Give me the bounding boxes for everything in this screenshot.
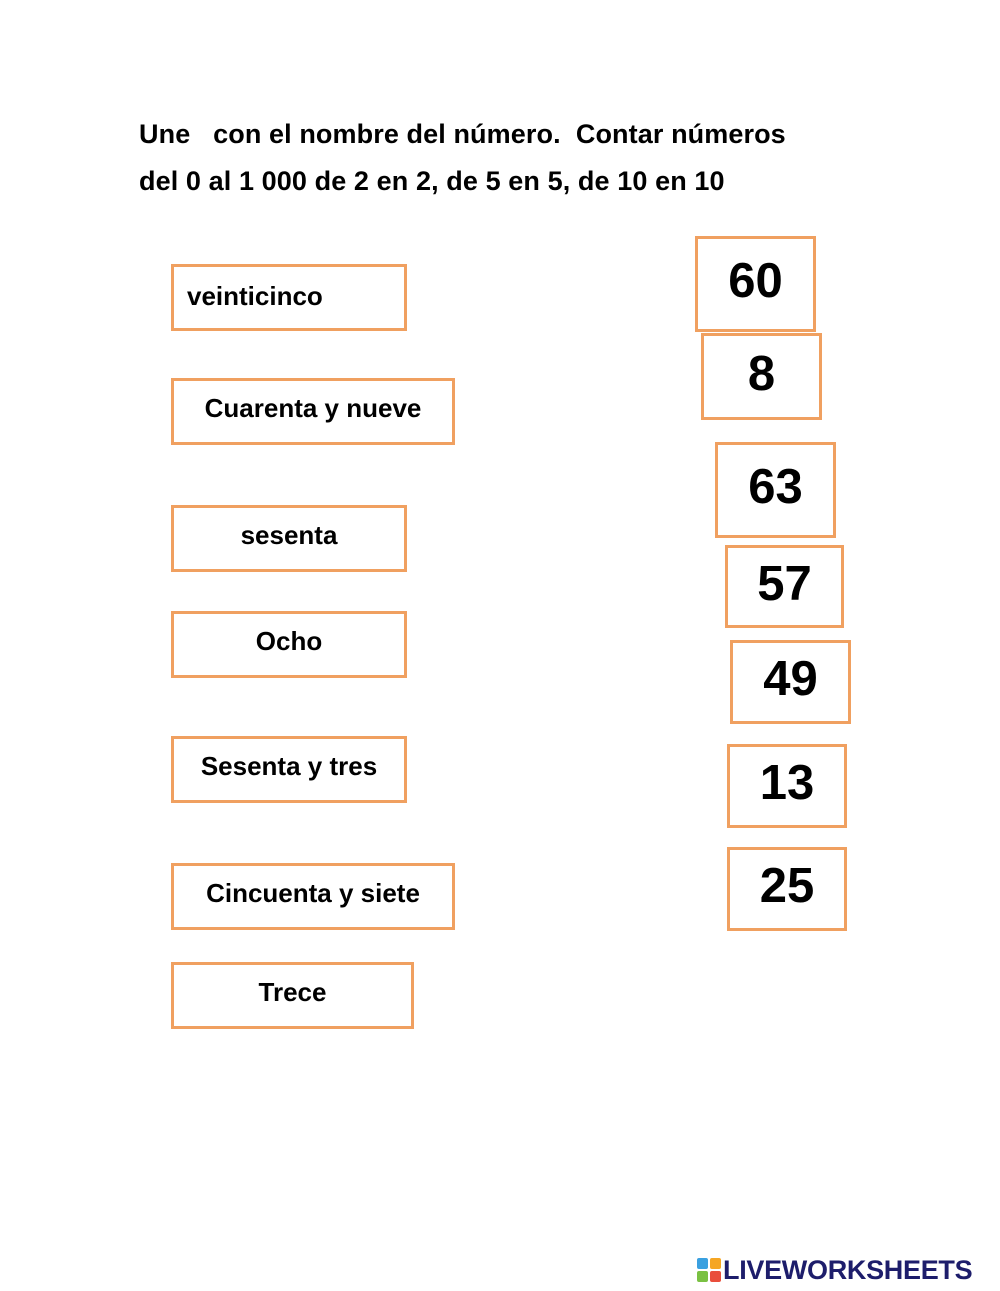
logo-tile-icon <box>697 1258 708 1269</box>
logo-tile-icon <box>697 1271 708 1282</box>
word-box[interactable]: Ocho <box>171 611 407 678</box>
liveworksheets-logo[interactable] <box>697 1256 972 1284</box>
number-box[interactable]: 63 <box>715 442 836 538</box>
instructions-line-1: Une con el nombre del número. Contar números <box>139 119 786 149</box>
word-box[interactable]: veinticinco <box>171 264 407 331</box>
word-box[interactable]: Trece <box>171 962 414 1029</box>
logo-grid-icon <box>697 1258 721 1282</box>
word-box[interactable]: sesenta <box>171 505 407 572</box>
word-box[interactable]: Sesenta y tres <box>171 736 407 803</box>
number-box[interactable]: 25 <box>727 847 847 931</box>
instructions-line-2: del 0 al 1 000 de 2 en 2, de 5 en 5, de 10 en 10 <box>139 166 725 196</box>
number-box[interactable]: 49 <box>730 640 851 724</box>
number-box[interactable]: 57 <box>725 545 844 628</box>
number-box[interactable]: 13 <box>727 744 847 828</box>
word-box[interactable]: Cuarenta y nueve <box>171 378 455 445</box>
logo-text: LIVEWORKSHEETS <box>723 1254 973 1285</box>
word-box[interactable]: Cincuenta y siete <box>171 863 455 930</box>
logo-tile-icon <box>710 1258 721 1269</box>
number-box[interactable]: 60 <box>695 236 816 332</box>
logo-tile-icon <box>710 1271 721 1282</box>
number-box[interactable]: 8 <box>701 333 822 420</box>
